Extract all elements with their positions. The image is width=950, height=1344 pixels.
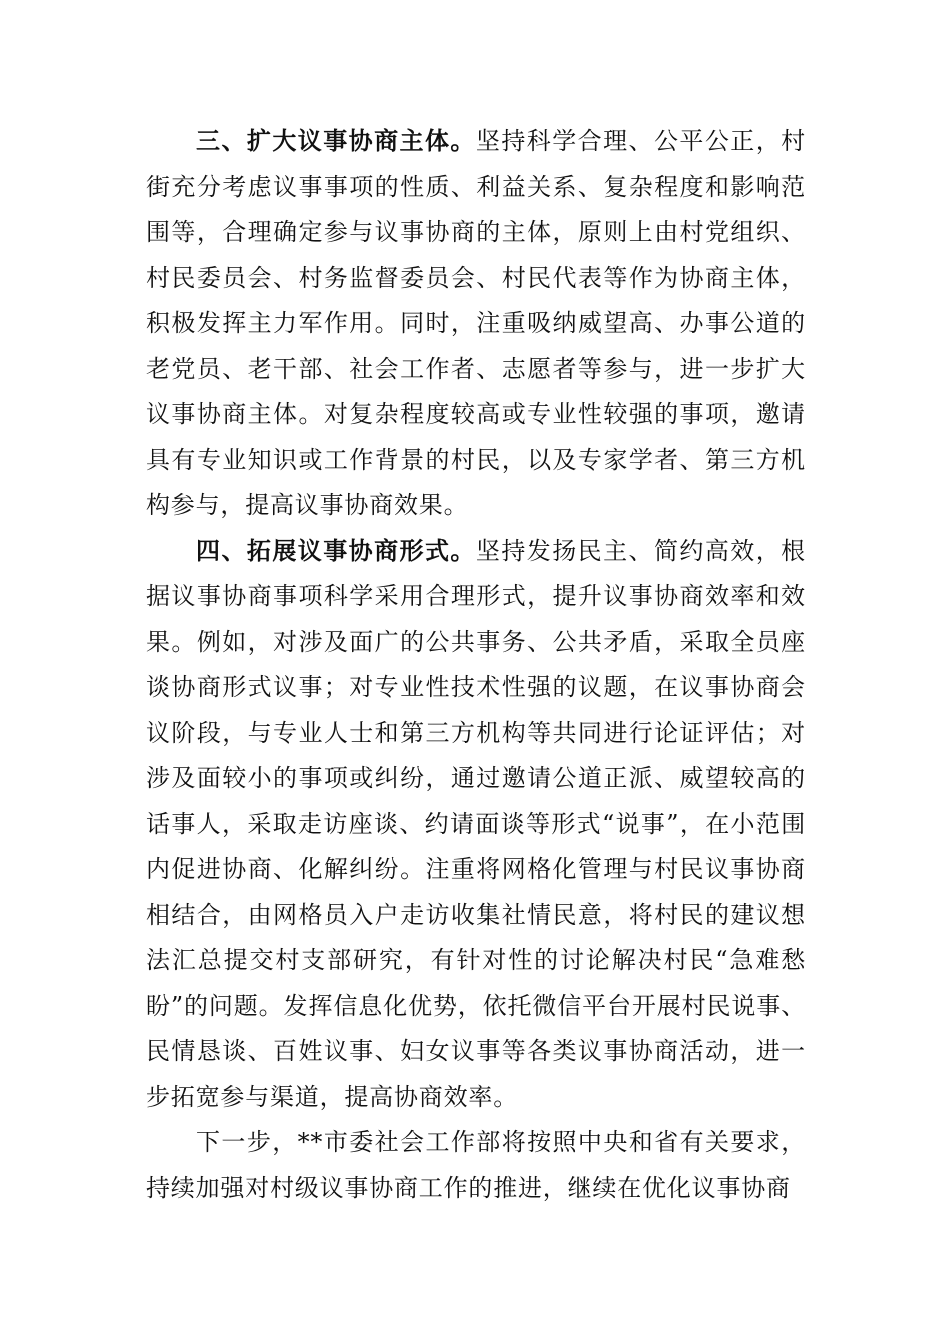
paragraph-next-steps [146, 1120, 806, 1211]
document-body [146, 119, 806, 1211]
paragraph-expand-forms [146, 529, 806, 1121]
paragraph-text: 下一步，**市委社会工作部将按照中央和省有关要求，持续加强对村级议事协商工作的推进，继续在优化议事协商 [146, 1128, 806, 1202]
paragraph-text: 坚持科学合理、公平公正，村街充分考虑议事事项的性质、利益关系、复杂程度和影响范围等，合理确定参与议事协商的主体，原则上由村党组织、村民委员会、村务监督委员会、村民代表等作为协商主体，积极发挥主力军作用。同时，注重吸纳威望高、办事公道的老党员、老干部、社会工作者、志愿者等参与，进一步扩大议事协商主体。对复杂程度较高或专业性较强的事项，邀请具有专业知识或工作背景的村民，以及专家学者、第三方机构参与，提高议事协商效果。 [146, 127, 806, 519]
paragraph-text: 坚持发扬民主、简约高效，根据议事协商事项科学采用合理形式，提升议事协商效率和效果。例如，对涉及面广的公共事务、公共矛盾，采取全员座谈协商形式议事；对专业性技术性强的议题，在议事协商会议阶段，与专业人士和第三方机构等共同进行论证评估；对涉及面较小的事项或纠纷，通过邀请公道正派、威望较高的话事人，采取走访座谈、约请面谈等形式“说事”，在小范围内促进协商、化解纠纷。注重将网格化管理与村民议事协商相结合，由网格员入户走访收集社情民意，将村民的建议想法汇总提交村支部研究，有针对性的讨论解决村民“急难愁盼”的问题。发挥信息化优势，依托微信平台开展村民说事、民情恳谈、百姓议事、妇女议事等各类议事协商活动，进一步拓宽参与渠道，提高协商效率。 [146, 536, 806, 1111]
section-heading-four: 四、拓展议事协商形式。 [196, 536, 476, 565]
section-heading-three: 三、扩大议事协商主体。 [196, 127, 476, 155]
paragraph-expand-subjects [146, 119, 806, 529]
